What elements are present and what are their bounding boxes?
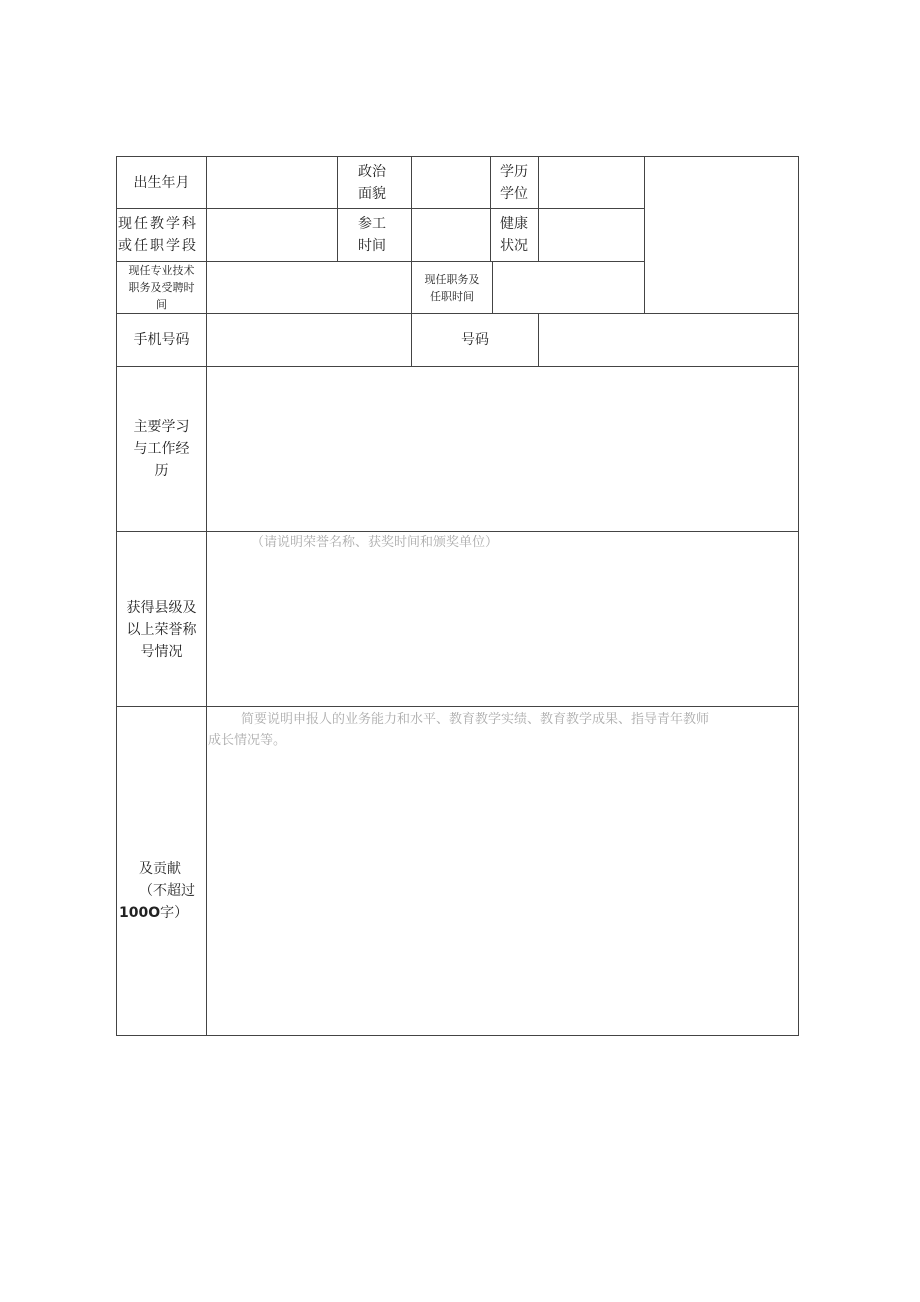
position-label: 现任职务及任职时间 [424, 272, 480, 303]
phone-label: 手机号码 [133, 332, 190, 348]
education-input-cell[interactable] [538, 156, 645, 209]
work-start-input-cell[interactable] [411, 208, 491, 262]
honors-label-line2: 以上荣誉称 [126, 622, 197, 638]
title-label: 现任专业技术职务及受聘时间 [128, 264, 195, 311]
position-label-cell [411, 261, 493, 314]
education-label: 学历学位 [500, 163, 528, 202]
subject-label-cell [116, 208, 207, 262]
contrib-input-cell[interactable] [206, 706, 799, 1036]
political-label-cell [337, 156, 412, 209]
contrib-hint-line2: 成长情况等。 [208, 733, 287, 748]
title-input-cell[interactable] [206, 261, 412, 314]
birth-label-cell [116, 156, 207, 209]
phone-label-cell [116, 313, 207, 367]
honors-label-line3: 号情况 [140, 644, 183, 660]
contrib-hint-line1: 简要说明申报人的业务能力和水平、教育教学实绩、教育教学成果、指导青年教师 [241, 712, 710, 727]
number-input-cell[interactable] [538, 313, 799, 367]
birth-label: 出生年月 [133, 174, 190, 191]
photo-cell[interactable] [644, 156, 799, 314]
phone-input-cell[interactable] [206, 313, 412, 367]
contrib-label-number: 100O [119, 905, 161, 921]
title-label-cell [116, 261, 207, 314]
contrib-label-line1: 及贡献 [139, 861, 181, 877]
honors-hint: （请说明荣誉名称、获奖时间和颁奖单位） [251, 535, 499, 550]
health-label: 健康状况 [500, 216, 528, 254]
history-input-cell[interactable] [206, 366, 799, 532]
political-label: 政治面貌 [358, 163, 386, 202]
health-input-cell[interactable] [538, 208, 645, 262]
subject-input-cell[interactable] [206, 208, 338, 262]
contrib-label-unit: 字） [160, 905, 189, 921]
health-label-cell [490, 208, 539, 262]
honors-label-line1: 获得县级及 [126, 600, 197, 616]
political-input-cell[interactable] [411, 156, 491, 209]
work-start-label-cell [337, 208, 412, 262]
work-start-label: 参工时间 [358, 216, 386, 254]
contrib-label-cell [116, 706, 207, 1036]
honors-input-cell[interactable] [206, 531, 799, 707]
number-label: 号码 [461, 332, 489, 348]
history-label: 主要学习与工作经历 [133, 419, 190, 479]
history-label-cell [116, 366, 207, 532]
birth-input-cell[interactable] [206, 156, 338, 209]
subject-label: 现任教学科或任职学段 [118, 216, 198, 254]
education-label-cell [490, 156, 539, 209]
number-label-cell [411, 313, 539, 367]
honors-label-cell [116, 531, 207, 707]
contrib-label-line2: （不超过 [139, 883, 195, 899]
contrib-label-line3 [119, 902, 188, 924]
position-input-cell[interactable] [492, 261, 645, 314]
